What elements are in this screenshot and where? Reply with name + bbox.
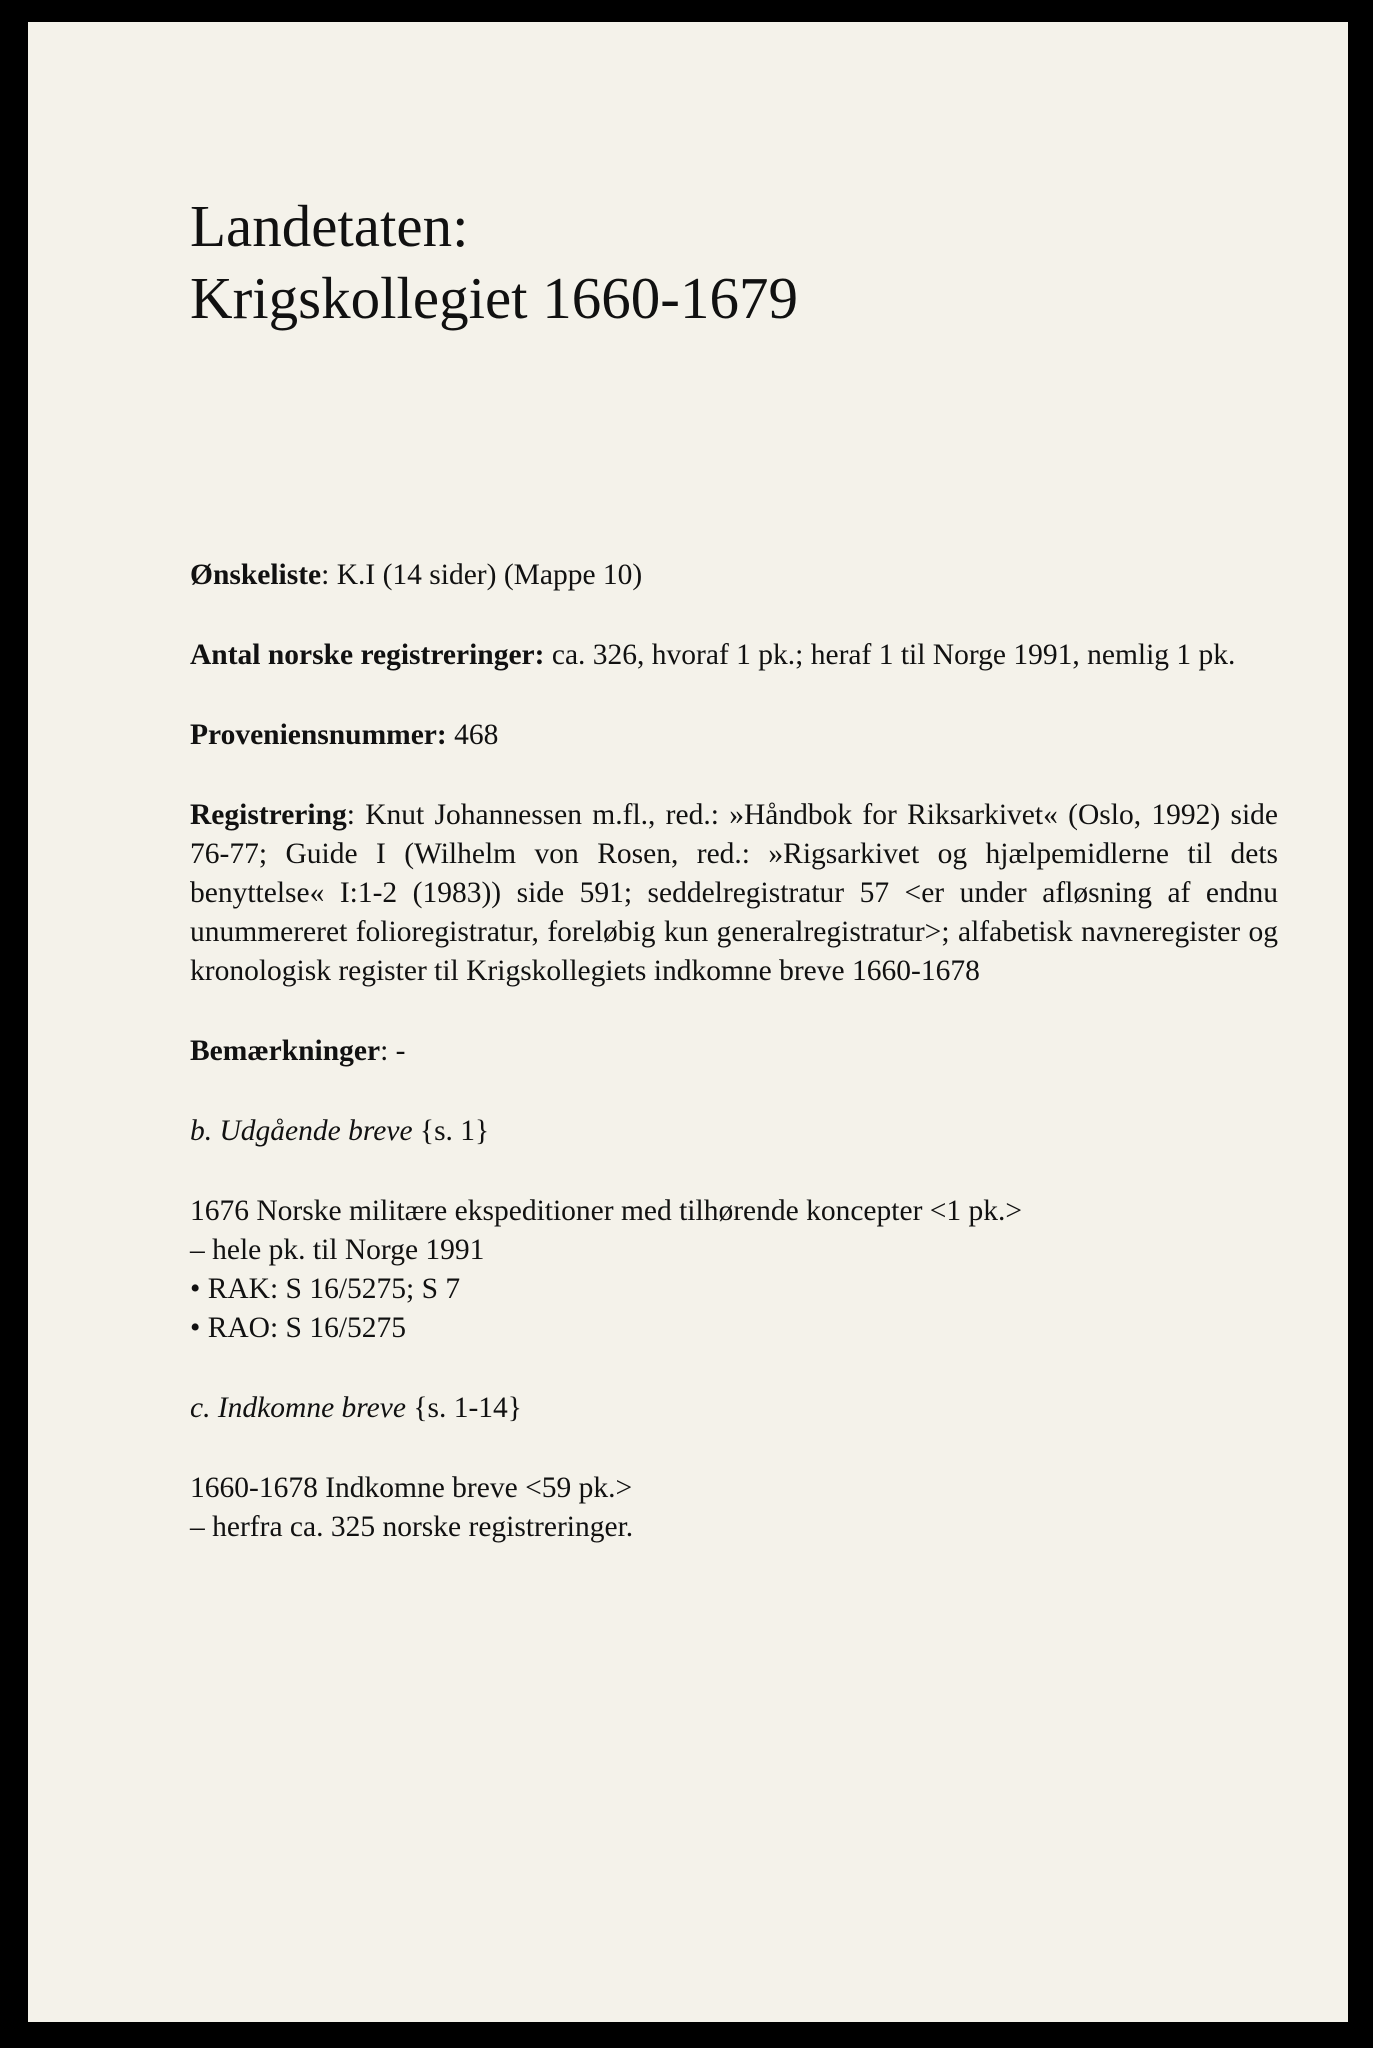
onskeliste-text: : K.I (14 sider) (Mappe 10) (321, 559, 643, 591)
section-b-title: b. Udgående breve (190, 1115, 413, 1147)
section-b-line-3: • RAO: S 16/5275 (190, 1312, 407, 1344)
section-c-entry: 1660-1678 Indkomne breve <59 pk.> (190, 1472, 633, 1504)
bemaerkninger-text: : - (380, 1035, 406, 1067)
section-c-line-1: – herfra ca. 325 norske registreringer. (190, 1511, 634, 1543)
registrering-text: : Knut Johannessen m.fl., red.: »Håndbok for Riksarkivet« (Oslo, 1992) side 76-77; Guide I (Wilhelm von Rosen, red.: »Rigsarkivet og hjælpemidlerne til dets benyttelse« I:1-2 (1983)) side 591; seddelregistratur 57 <er under afløsning af endnu unummereret folioregistratur, foreløbig kun generalregistratur>; alfabetisk navneregister og kronologisk register til Krigskollegiets indkomne breve 1660-1678 (190, 799, 1278, 987)
document-body (190, 556, 1278, 1547)
section-b-line-1: – hele pk. til Norge 1991 (190, 1234, 485, 1266)
section-b-heading (190, 1112, 1278, 1151)
antal-label: Antal norske registreringer: (190, 639, 545, 671)
antal-text: ca. 326, hvoraf 1 pk.; heraf 1 til Norge 1991, nemlig 1 pk. (544, 639, 1236, 671)
section-b-line-2: • RAK: S 16/5275; S 7 (190, 1273, 461, 1305)
section-b-entry: 1676 Norske militære ekspeditioner med tilhørende koncepter <1 pk.> (190, 1195, 1023, 1227)
page-title (190, 190, 1190, 334)
section-c-heading (190, 1389, 1278, 1428)
proveniens-label: Proveniensnummer: (190, 719, 447, 751)
bemaerkninger-entry (190, 1032, 1278, 1071)
registrering-entry (190, 796, 1278, 991)
section-b-ref: {s. 1} (412, 1115, 490, 1147)
registrering-label: Registrering (190, 799, 347, 831)
antal-entry (190, 636, 1278, 675)
onskeliste-entry (190, 556, 1278, 595)
section-c-ref: {s. 1-14} (405, 1392, 522, 1424)
onskeliste-label: Ønskeliste (190, 559, 322, 591)
bemaerkninger-label: Bemærkninger (190, 1035, 381, 1067)
title-line-2: Krigskollegiet 1660-1679 (190, 265, 798, 331)
proveniens-entry (190, 716, 1278, 755)
document-page (28, 22, 1348, 2022)
title-line-1: Landetaten: (190, 193, 469, 259)
section-c-title: c. Indkomne breve (190, 1392, 406, 1424)
proveniens-text: 468 (446, 719, 499, 751)
